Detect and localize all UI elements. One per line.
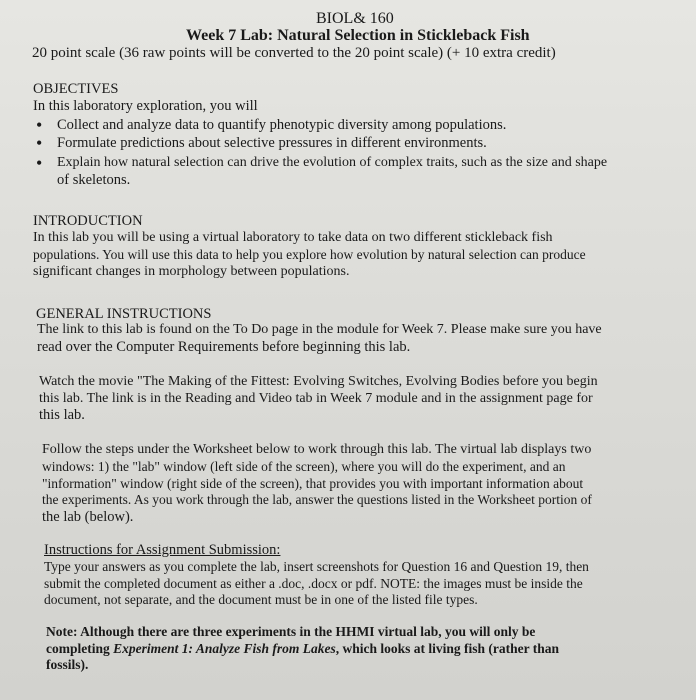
introduction-line: In this lab you will be using a virtual laboratory to take data on two different stickleback fish — [33, 230, 553, 245]
bullet-icon: • — [36, 133, 43, 153]
objective-item: Explain how natural selection can drive the evolution of complex traits, such as the size and shape — [57, 155, 608, 170]
note-line: Note: Although there are three experiments in the HHMI virtual lab, you will only be — [46, 624, 536, 639]
objectives-heading: OBJECTIVES — [33, 81, 119, 97]
objective-item: Collect and analyze data to quantify phenotypic diversity among populations. — [57, 117, 507, 133]
introduction-heading: INTRODUCTION — [33, 213, 143, 229]
general-instructions-line: the lab (below). — [42, 509, 134, 525]
submission-heading: Instructions for Assignment Submission: — [44, 542, 281, 558]
general-instructions-line: Watch the movie "The Making of the Fittest: Evolving Switches, Evolving Bodies before you begin — [39, 374, 598, 389]
general-instructions-line: the experiments. As you work through the lab, answer the questions listed in the Worksheet portion of — [42, 492, 592, 507]
general-instructions-line: Follow the steps under the Worksheet below to work through this lab. The virtual lab displays two — [42, 442, 592, 457]
grading-scale: 20 point scale (36 raw points will be converted to the 20 point scale) (+ 10 extra credit) — [32, 45, 556, 61]
note-text: , which looks at living fish (rather than — [335, 641, 560, 656]
lab-title: Week 7 Lab: Natural Selection in Stickleback Fish — [186, 27, 530, 44]
course-code: BIOL& 160 — [316, 10, 394, 27]
general-instructions-line: this lab. — [39, 407, 85, 423]
submission-line: document, not separate, and the document must be in one of the listed file types. — [44, 592, 478, 607]
objectives-intro: In this laboratory exploration, you will — [33, 98, 258, 114]
introduction-line: populations. You will use this data to help you explore how evolution by natural selection can produce — [33, 247, 586, 262]
general-instructions-line: "information" window (right side of the screen), that provides you with important information about — [42, 476, 584, 491]
note-line — [46, 641, 559, 657]
bullet-icon: • — [36, 153, 43, 173]
general-instructions-line: The link to this lab is found on the To Do page in the module for Week 7. Please make sure you have — [37, 322, 602, 337]
experiment-name: Experiment 1: Analyze Fish from Lakes — [113, 641, 336, 656]
objective-item-continuation: of skeletons. — [57, 172, 131, 188]
submission-line: Type your answers as you complete the lab, insert screenshots for Question 16 and Question 19, then — [44, 559, 589, 574]
general-instructions-line: windows: 1) the "lab" window (left side of the screen), where you will do the experiment, and an — [42, 459, 566, 474]
objective-item: Formulate predictions about selective pressures in different environments. — [57, 135, 487, 151]
submission-line: submit the completed document as either a .doc, .docx or pdf. NOTE: the images must be inside the — [44, 576, 583, 591]
note-text: completing — [46, 641, 114, 656]
introduction-line: significant changes in morphology between populations. — [33, 264, 350, 279]
note-line: fossils). — [46, 657, 89, 672]
bullet-icon: • — [36, 115, 43, 135]
general-instructions-line: this lab. The link is in the Reading and Video tab in Week 7 module and in the assignment page for — [39, 391, 593, 406]
general-instructions-heading: GENERAL INSTRUCTIONS — [36, 306, 212, 322]
general-instructions-line: read over the Computer Requirements before beginning this lab. — [37, 339, 411, 355]
